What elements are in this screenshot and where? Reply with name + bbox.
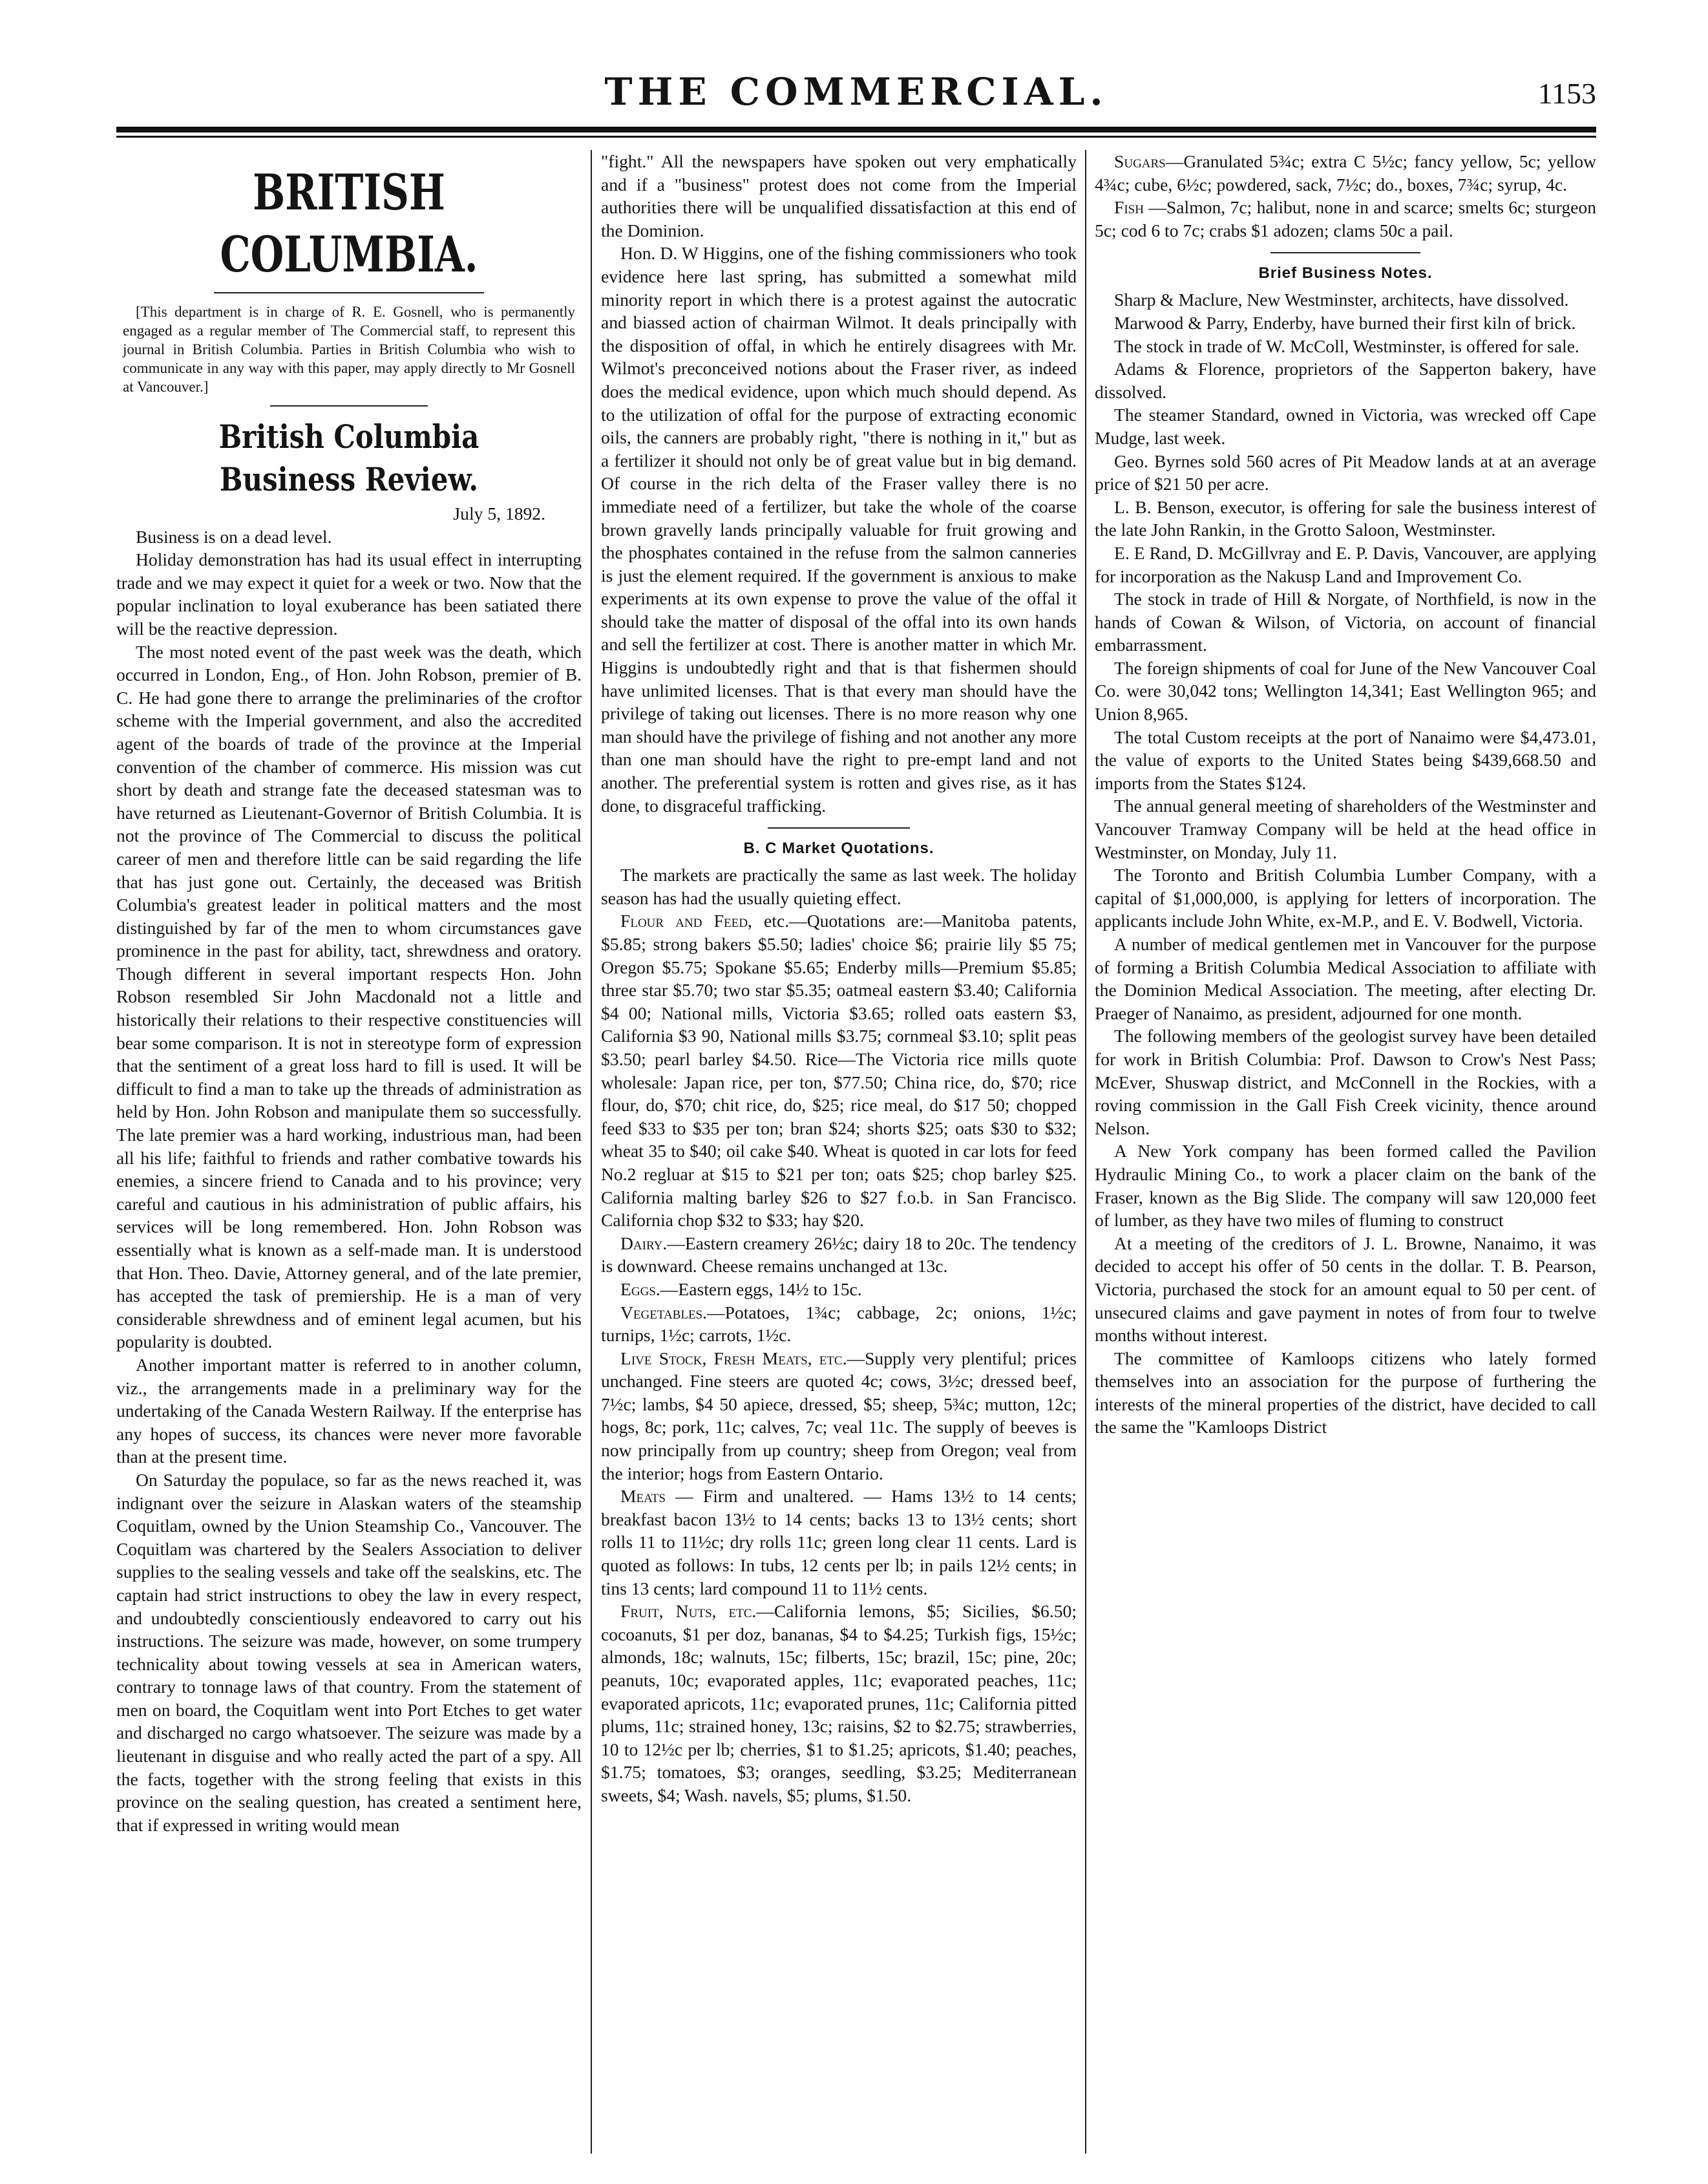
market-item: [601, 909, 1077, 1231]
market-item: [601, 1485, 1077, 1600]
market-text: —Potatoes, 1¾c; cabbage, 2c; onions, 1½c; turnips, 1½c; carrots, 1½c.: [601, 1302, 1077, 1346]
market-label: Vegetables.: [620, 1302, 708, 1322]
market-text: —Granulated 5¾c; extra C 5½c; fancy yellow, 5c; yellow 4¾c; cube, 6½c; powdered, sack, 7½c; do., boxes, 7¾c; syrup, 4c.: [1095, 151, 1596, 195]
divider: [1270, 252, 1421, 253]
masthead-rule-thin: [116, 136, 1596, 138]
market-label: Fruit, Nuts, etc.: [620, 1601, 757, 1622]
note-item: The stock in trade of W. McColl, Westminster, is offered for sale.: [1114, 335, 1579, 356]
market-label: Live Stock, Fresh Meats, etc.: [620, 1348, 847, 1368]
note-item: The stock in trade of Hill & Norgate, of Northfield, is now in the hands of Cowan & Wilson, of Victoria, on account of financial embarrassment.: [1095, 589, 1596, 655]
paragraph: Another important matter is referred to in another column, viz., the arrangements made in a preliminary way for the undertaking of the Canada Western Railway. If the enterprise has any hopes of success, its chances were never more favorable than at the present time.: [116, 1354, 582, 1467]
market-label: Sugars: [1114, 151, 1166, 171]
market-intro: The markets are practically the same as last week. The holiday season has had the usually quieting effect.: [601, 865, 1077, 908]
department-note: [This department is in charge of R. E. Gosnell, who is permanently engaged as a regular member of The Commercial staff, to represent this journal in British Columbia. Parties in British Columbia who wish to communicate in any way with this paper, may apply directly to Mr Gosnell at Vancouver.]: [123, 304, 575, 395]
note-item: A number of medical gentlemen met in Vancouver for the purpose of forming a British Columbia Medical Association to affiliate with the Dominion Medical Association. The meeting, after electing Dr. Praeger of Nanaimo, as president, adjourned for one month.: [1095, 934, 1596, 1023]
note-item: The total Custom receipts at the port of Nanaimo were $4,473.01, the value of exports to the United States being $439,668.50 and imports from the States $124.: [1095, 726, 1596, 793]
masthead: [116, 67, 1596, 120]
market-text: —Salmon, 7c; halibut, none in and scarce; smelts 6c; sturgeon 5c; cod 6 to 7c; crabs $1 adozen; clams 50c a pail.: [1095, 197, 1596, 240]
paragraph: "fight." All the newspapers have spoken out very emphatically and if a "business" protest does not come from the Imperial authorities there will be unqualified dissatisfaction at this end of the Dominion.: [601, 151, 1077, 240]
market-item: [601, 1278, 1077, 1301]
dateline: July 5, 1892.: [453, 504, 545, 524]
paragraph: Holiday demonstration has had its usual effect in interrupting trade and we may expect it quiet for a week or two. Now that the popular inclination to loyal exuberance has been satiated there will be the reactive depression.: [116, 549, 582, 639]
note-item: A New York company has been formed called the Pavilion Hydraulic Mining Co., to work a placer claim on the bank of the Fraser, known as the Big Slide. The company will saw 120,000 feet of lumber, as they have two miles of fluming to construct: [1095, 1141, 1596, 1231]
review-title: British Columbia Business Review.: [218, 418, 480, 498]
note-item: Geo. Byrnes sold 560 acres of Pit Meadow lands at at an average price of $21 50 per acre.: [1095, 451, 1596, 494]
market-text: —Eastern creamery 26½c; dairy 18 to 20c. The tendency is downward. Cheese remains unchanged at 13c.: [601, 1233, 1077, 1277]
section-title: BRITISH COLUMBIA.: [220, 164, 478, 283]
market-label: Meats: [620, 1486, 666, 1507]
column-divider: [1085, 150, 1086, 2154]
note-item: E. E Rand, D. McGillvray and E. P. Davis, Vancouver, are applying for incorporation as the Nakusp Land and Improvement Co.: [1095, 542, 1596, 586]
market-item: [601, 1301, 1077, 1347]
note-item: Adams & Florence, proprietors of the Sapperton bakery, have dissolved.: [1095, 359, 1596, 402]
notes-title: Brief Business Notes.: [1258, 264, 1433, 282]
column-divider: [591, 150, 592, 2154]
market-item: [601, 1347, 1077, 1485]
note-item: At a meeting of the creditors of J. L. Browne, Nanaimo, it was decided to accept his offer of 50 cents in the dollar. T. B. Pearson, Victoria, purchased the stock for an amount equal to 50 per cent. of unsecured claims and gave payment in notes of from four to twelve months without interest.: [1095, 1233, 1596, 1346]
market-text: —Supply very plentiful; prices unchanged. Fine steers are quoted 4c; cows, 3½c; dressed beef, 7½c; lambs, $4 50 apiece, dressed, $5; sheep, 5¾c; mutton, 12c; hogs, 8c; pork, 11c; calves, 7c; veal 11c. The supply of beeves is now principally from up country; sheep from Oregon; veal from the interior; hogs from Eastern Ontario.: [601, 1348, 1077, 1483]
divider: [214, 292, 484, 293]
paragraph: The most noted event of the past week was the death, which occurred in London, Eng., of Hon. John Robson, premier of B. C. He had gone there to arrange the preliminaries of the croftor scheme with the Imperial government, and also the accredited agent of the boards of trade of the province at the Imperial convention of the chamber of commerce. His mission was cut short by death and strange fate the deceased statesman was to have returned as Lieutenant-Governor of British Columbia. It is not the province of The Commercial to discuss the political career of men and therefore little can be said regarding the life that has just gone out. Certainly, the deceased was British Columbia's greatest leader in political matters and the most distinguished by far of the men to whom circumstances gave prominence in the past for ability, tact, shrewdness and oratory. Though different in several important respects Hon. John Robson resembled Sir John Macdonald not a little and historically their relations to their respective constituencies will bear some comparison. It is not in stereotype form of expression that the sentiment of a great loss hard to fill is used. It will be difficult to find a man to take up the threads of administration as held by Hon. John Robson and manipulate them so successfully. The late premier was a hard working, industrious man, had been all his life; faithful to friends and rather combative towards his enemies, a sincere friend to Canada and to his province; very careful and cautious in his administration of public affairs, his services will be long remembered. Hon. John Robson was essentially what is known as a self-made man. It is understood that Hon. Theo. Davie, Attorney general, and of the late premier, has accepted the task of premiership. He is a man of very considerable shrewdness and of eminent legal acumen, but his popularity is doubted.: [116, 641, 582, 1352]
market-label: Flour and Feed,: [620, 911, 752, 931]
page-number: 1153: [1537, 77, 1596, 110]
paragraph: On Saturday the populace, so far as the news reached it, was indignant over the seizure in Alaskan waters of the steamship Coquitlam, owned by the Union Steamship Co., Vancouver. The Coquitlam was chartered by the Sealers Association to deliver supplies to the sealing vessels and take off the sealskins, etc. The captain had strict instructions to obey the law in every respect, and undoubtedly conscientiously endeavored to carry out his instructions. The seizure was made, however, on some trumpery technicality about towing vessels at sea in American waters, contrary to tonnage laws of that country. From the statement of men on board, the Coquitlam went into Port Etches to get water and discharged no cargo whatsoever. The seizure was made by a lieutenant in disguise and who really acted the part of a spy. All the facts, together with the strong feeling that exists in this province on the sealing question, has created a sentiment here, that if expressed in writing would mean: [116, 1469, 582, 1835]
market-title: B. C Market Quotations.: [743, 840, 934, 858]
market-label: Fish: [1114, 197, 1144, 218]
note-item: Sharp & Maclure, New Westminster, architects, have dissolved.: [1114, 290, 1569, 310]
note-item: The Toronto and British Columbia Lumber Company, with a capital of $1,000,000, is applying for letters of incorporation. The applicants include John White, ex-M.P., and E. V. Bodwell, Victoria.: [1095, 865, 1596, 931]
market-text: —California lemons, $5; Sicilies, $6.50; cocoanuts, $1 per doz, bananas, $4 to $4.25; Turkish figs, 15½c; almonds, 18c; walnuts, 15c; filberts, 15c; brazil, 15c; pine, 20c; peanuts, 10c; evaporated apples, 11c; evaporated peaches, 11c; evaporated apricots, 11c; evaporated prunes, 11c; California pitted plums, 11c; strained honey, 13c; raisins, $2 to $2.75; strawberries, 10 to 12½c per lb; cherries, $1 to $1.25; apricots, $1.40; peaches, $1.75; tomatoes, $3; oranges, seedling, $3.25; Mediterranean sweets, $4; Wash. navels, $5; plums, $1.50.: [601, 1601, 1077, 1805]
paragraph: Hon. D. W Higgins, one of the fishing commissioners who took evidence here last spring, has submitted a somewhat mild minority report in which there is a protest against the autocratic and biassed action of chairman Wilmot. It deals principally with the disposition of offal, in which he entirely disagrees with Mr. Wilmot's preconceived notions about the Fraser river, as indeed does the medical evidence, upon which much should depend. As to the utilization of offal for the purpose of extracting economic oils, the canners are probably right, "there is nothing in it," but as a fertilizer it should not only be of great value but in big demand. Of course in the rich delta of the Fraser valley there is no immediate need of a fertilizer, but take the whole of the coarse brown gravelly lands principally valuable for fruit growing and the phosphates contained in the refuse from the salmon canneries is just the element required. If the government is anxious to make experiments at its own expense to prove the value of the offal it should take the matter of disposal of the offal into its own hands and sell the fertilizer at cost. There is another matter in which Mr. Higgins is undoubtedly right and that is that fishermen should have unlimited licenses. That is that every man should have the privilege of taking out licenses. There is no more reason why one man should have the privilege of fishing and not another any more than one man should have the right to pre-empt land and not another. The preferential system is rotten and gives rise, as it has done, to disgraceful trafficking.: [601, 243, 1077, 816]
column-1: [116, 150, 582, 2154]
masthead-rule: [116, 127, 1596, 133]
masthead-title: THE COMMERCIAL.: [604, 70, 1108, 114]
note-item: The committee of Kamloops citizens who lately formed themselves into an association for the purpose of furthering the interests of the mineral properties of the district, have decided to call the same the "Kamloops District: [1095, 1348, 1596, 1437]
market-item: [601, 1232, 1077, 1278]
market-text: — Firm and unaltered. — Hams 13½ to 14 cents; breakfast bacon 13½ to 14 cents; backs 13 to 13½ cents; short rolls 11 to 11½c; dry rolls 11c; green long clear 11 cents. Lard is quoted as follows: In tubs, 12 cents per lb; in pails 12½ cents; in tins 13 cents; lard compound 11 to 11½ cents.: [601, 1486, 1077, 1598]
note-item: The foreign shipments of coal for June of the New Vancouver Coal Co. were 30,042 tons; Wellington 14,341; East Wellington 965; and Union 8,965.: [1095, 657, 1596, 725]
note-item: The annual general meeting of shareholders of the Westminster and Vancouver Tramway Company will be held at the head office in Westminster, on Monday, July 11.: [1095, 796, 1596, 862]
market-label: Eggs.: [620, 1278, 660, 1299]
market-label: Dairy.: [620, 1233, 668, 1253]
market-item: [601, 1600, 1077, 1807]
paragraph: Business is on a dead level.: [136, 526, 332, 547]
note-item: Marwood & Parry, Enderby, have burned their first kiln of brick.: [1114, 312, 1576, 333]
column-3: [1095, 150, 1596, 2154]
note-item: L. B. Benson, executor, is offering for sale the business interest of the late John Rankin, in the Grotto Saloon, Westminster.: [1095, 496, 1596, 540]
divider: [270, 405, 428, 407]
market-text: etc.—Quotations are:—Manitoba patents, $5.85; strong bakers $5.50; ladies' choice $6; prairie lily $5 75; Oregon $5.75; Spokane $5.65; Enderby mills—Premium $5.85; three star $5.70; two star $5.35; oatmeal eastern $3.40; California $4 00; National mills, Victoria $3.65; rolled oats eastern $3, California $3 90, National mills $3.75; cornmeal $3.10; split peas $3.50; pearl barley $4.50. Rice—The Victoria rice mills quote wholesale: Japan rice, per ton, $77.50; China rice, do, $70; rice flour, do, $70; chit rice, do, $25; rice meal, do $17 50; chopped feed $33 to $35 per ton; bran $24; shorts $25; oats $30 to $32; wheat 35 to $40; oil cake $40. Wheat is quoted in car lots for feed No.2 regluar at $15 to $21 per ton; oats $25; chop barley $25. California malting barley $26 to $27 f.o.b. in San Francisco. California chop $32 to $33; hay $20.: [601, 911, 1077, 1231]
note-item: The steamer Standard, owned in Victoria, was wrecked off Cape Mudge, last week.: [1095, 405, 1596, 448]
market-item: [1095, 150, 1596, 196]
column-2: [601, 150, 1077, 2154]
market-item: [1095, 196, 1596, 242]
divider: [768, 827, 911, 829]
note-item: The following members of the geologist survey have been detailed for work in British Columbia: Prof. Dawson to Crow's Nest Pass; McEver, Shuswap district, and McConnell in the Rockies, with a roving commission in the Gall Fish Creek vicinity, thence around Nelson.: [1095, 1026, 1596, 1138]
market-text: —Eastern eggs, 14½ to 15c.: [660, 1278, 862, 1299]
